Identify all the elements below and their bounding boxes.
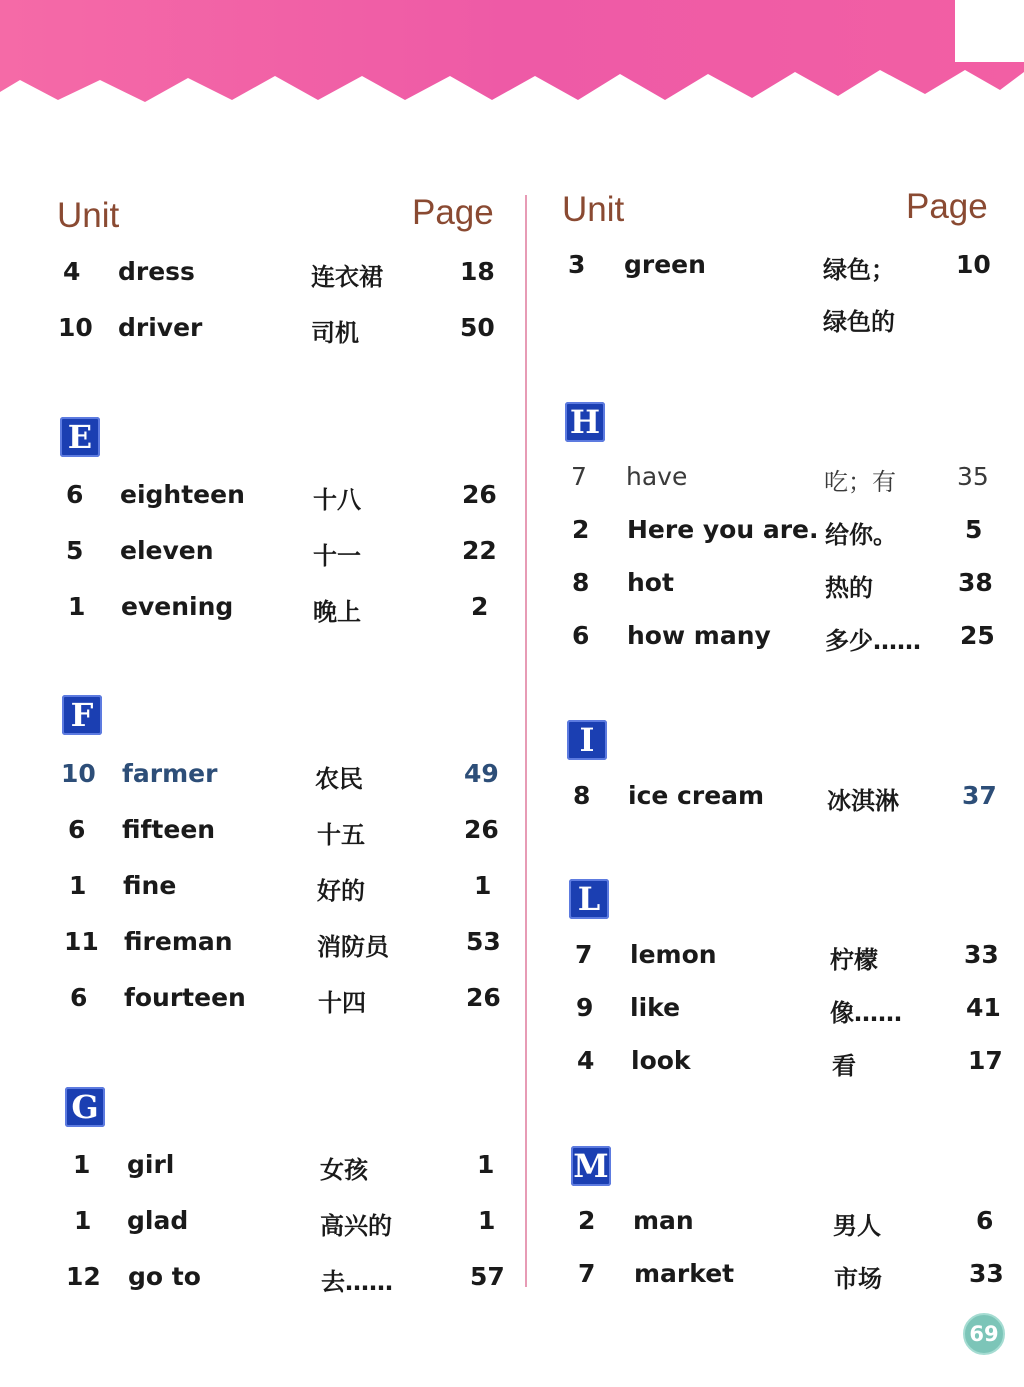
list-item: 10 driver 司机 50 bbox=[58, 313, 495, 347]
right-unit-header: Unit bbox=[562, 190, 625, 229]
list-item: 1 girl 女孩 1 bbox=[73, 1150, 495, 1184]
column-divider bbox=[525, 195, 527, 1287]
list-item: 7 lemon 柠檬 33 bbox=[575, 940, 999, 974]
list-item: 4 dress 连衣裙 18 bbox=[63, 257, 495, 291]
list-item: 6 fourteen 十四 26 bbox=[70, 983, 501, 1017]
list-item: 12 go to 去…… 57 bbox=[66, 1262, 505, 1296]
list-item: 10 farmer 农民 49 bbox=[61, 759, 499, 793]
list-item: 1 fine 好的 1 bbox=[69, 871, 492, 905]
list-item: 11 fireman 消防员 53 bbox=[64, 927, 501, 961]
list-item: 1 evening 晚上 2 bbox=[68, 592, 489, 626]
left-unit-header: Unit bbox=[57, 196, 120, 235]
section-letter-g: G bbox=[65, 1087, 105, 1127]
list-item: 2 man 男人 6 bbox=[578, 1206, 994, 1240]
left-page-header: Page bbox=[412, 193, 494, 232]
list-item: 4 look 看 17 bbox=[577, 1046, 1003, 1080]
list-item: 5 eleven 十一 22 bbox=[66, 536, 497, 570]
list-item: 8 hot 热的 38 bbox=[572, 568, 993, 602]
section-letter-h: H bbox=[565, 402, 605, 442]
right-page-header: Page bbox=[906, 187, 988, 226]
section-letter-i: I bbox=[567, 720, 607, 760]
section-letter-f: F bbox=[62, 695, 102, 735]
list-item: 6 fifteen 十五 26 bbox=[68, 815, 499, 849]
section-letter-m: M bbox=[571, 1146, 611, 1186]
list-item: 7 market 市场 33 bbox=[578, 1259, 1004, 1293]
list-item: 3 green 绿色； 绿色的 10 bbox=[568, 250, 991, 336]
list-item: 6 how many 多少…… 25 bbox=[572, 621, 995, 655]
list-item: 9 like 像…… 41 bbox=[576, 993, 1001, 1027]
section-letter-e: E bbox=[60, 417, 100, 457]
list-item: 6 eighteen 十八 26 bbox=[66, 480, 497, 514]
list-item: 2 Here you are. 给你。 5 bbox=[572, 515, 983, 549]
list-item: 8 ice cream 冰淇淋 37 bbox=[573, 781, 997, 815]
section-letter-l: L bbox=[569, 879, 609, 919]
list-item: 7 have 吃；有 35 bbox=[571, 462, 989, 496]
page-number-badge: 69 bbox=[963, 1313, 1005, 1355]
list-item: 1 glad 高兴的 1 bbox=[74, 1206, 496, 1240]
top-banner bbox=[0, 0, 1024, 110]
